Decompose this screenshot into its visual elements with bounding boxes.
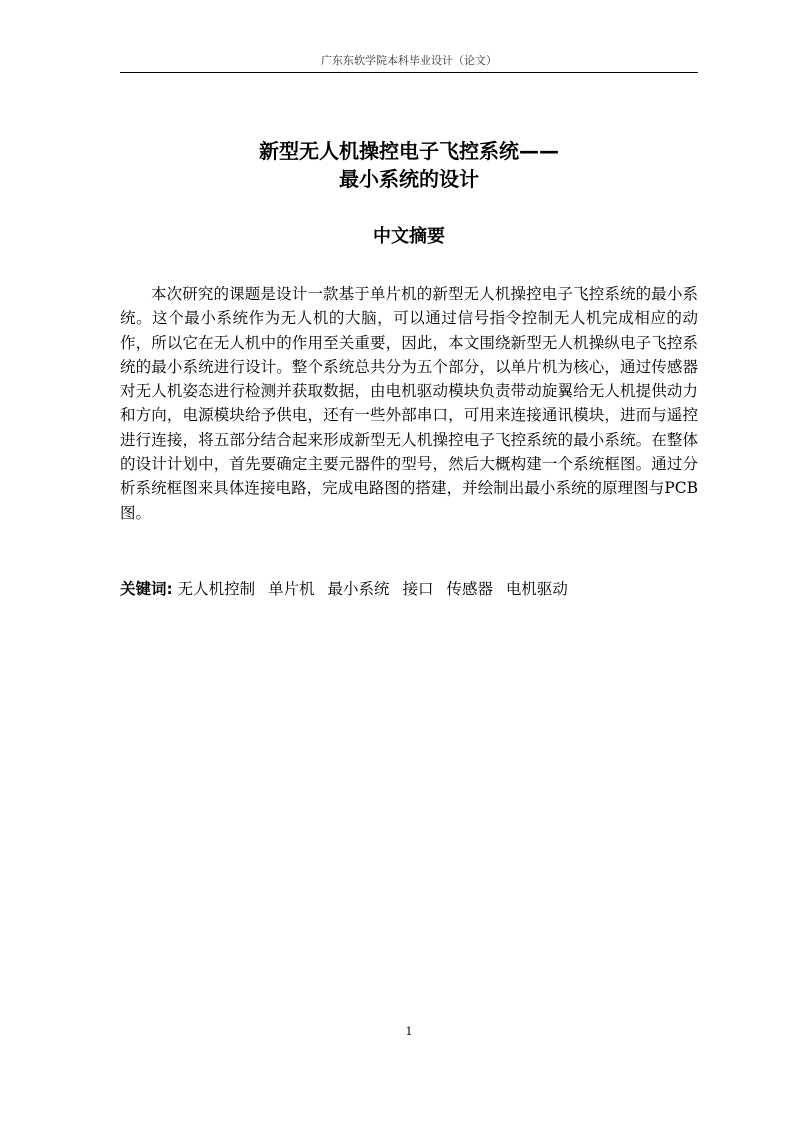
keyword-item: 接口: [402, 580, 434, 598]
running-header: 广东东软学院本科毕业设计（论文）: [321, 54, 497, 67]
keyword-item: 单片机: [268, 580, 315, 598]
title-line-2: 最小系统的设计: [339, 167, 479, 191]
keyword-item: 电机驱动: [505, 580, 568, 598]
keyword-item: 最小系统: [327, 580, 390, 598]
header-rule: [120, 72, 698, 73]
keywords-line: [120, 577, 698, 601]
keyword-item: 传感器: [446, 580, 493, 598]
document-title: [120, 137, 698, 193]
abstract-body: 本次研究的课题是设计一款基于单片机的新型无人机操控电子飞控系统的最小系统。这个最小系统作为无人机的大脑，可以通过信号指令控制无人机完成相应的动作，所以它在无人机中的作用至关重要，因此，本文围绕新型无人机操纵电子飞控系统的最小系统进行设计。整个系统总共分为五个部分，以单片机为核心，通过传感器对无人机姿态进行检测并获取数据，由电机驱动模块负责带动旋翼给无人机提供动力和方向，电源模块给予供电，还有一些外部串口，可用来连接通讯模块，进而与遥控进行连接，将五部分结合起来形成新型无人机操控电子飞控系统的最小系统。在整体的设计计划中，首先要确定主要元器件的型号，然后大概构建一个系统框图。通过分析系统框图来具体连接电路，完成电路图的搭建，并绘制出最小系统的原理图与PCB图。: [120, 285, 698, 522]
keyword-item: 无人机控制: [177, 580, 256, 598]
page-number: 1: [405, 1025, 413, 1038]
title-line-1: 新型无人机操控电子飞控系统——: [259, 139, 559, 163]
keywords-label: 关键词:: [120, 580, 173, 598]
abstract-heading: 中文摘要: [373, 226, 445, 247]
